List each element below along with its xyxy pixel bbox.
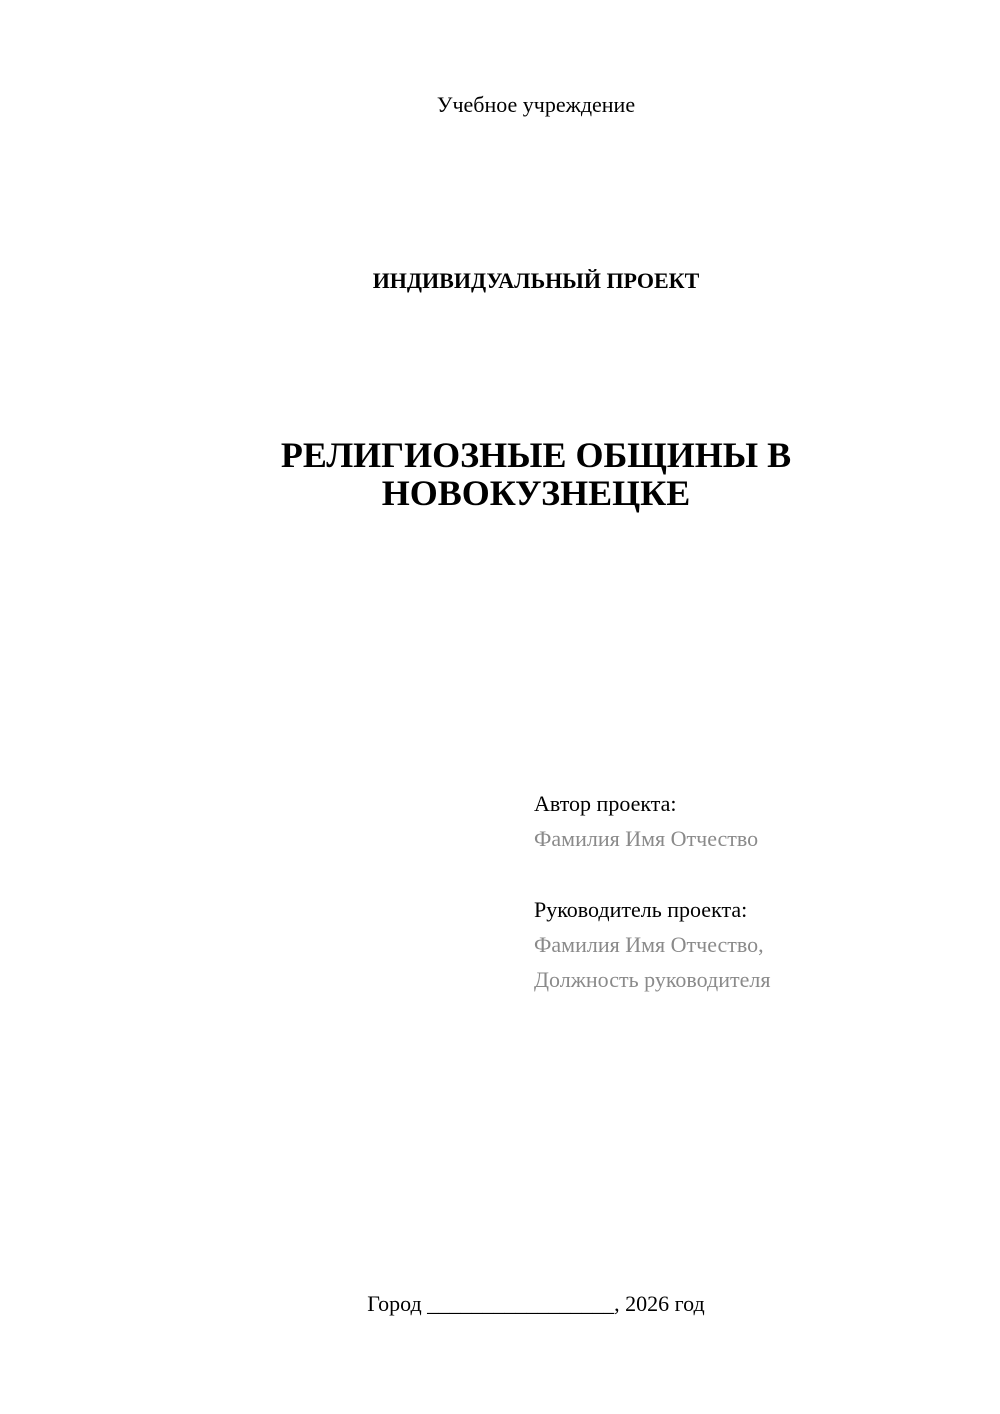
supervisor-label: Руководитель проекта: [534,897,748,922]
author-name-placeholder: Фамилия Имя Отчество [534,826,759,851]
city-blank: _________________ [427,1291,615,1316]
supervisor-position-placeholder: Должность руководителя [534,967,771,992]
project-title [200,436,872,512]
project-title-line-2: НОВОКУЗНЕЦКЕ [381,473,691,513]
spacer [534,856,954,892]
author-label: Автор проекта: [534,791,677,816]
project-people-block [534,786,954,997]
institution-name: Учебное учреждение [436,92,636,117]
project-title-line-1: РЕЛИГИОЗНЫЕ ОБЩИНЫ В [280,435,792,475]
year-text: , 2026 год [614,1291,705,1316]
city-label: Город [367,1291,422,1316]
supervisor-name-placeholder: Фамилия Имя Отчество, [534,932,764,957]
city-year-line [0,1289,1000,1319]
document-type: ИНДИВИДУАЛЬНЫЙ ПРОЕКТ [372,268,700,293]
